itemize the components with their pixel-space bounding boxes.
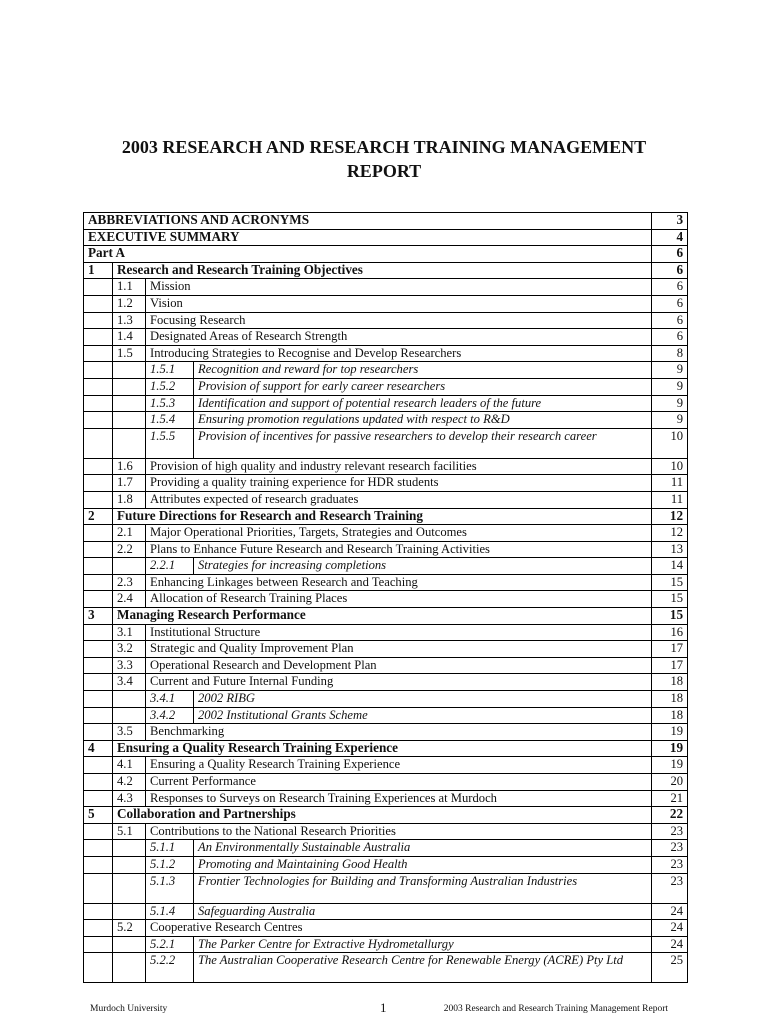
toc-page-number: 15 [652, 608, 688, 625]
toc-row [84, 757, 688, 774]
toc-chapter-number: 2 [84, 508, 113, 525]
toc-row [84, 774, 688, 791]
toc-row [84, 475, 688, 492]
toc-indent-cell [84, 657, 113, 674]
toc-row [84, 691, 688, 708]
toc-chapter-number: 1 [84, 262, 113, 279]
toc-subsection-title: 2002 RIBG [194, 691, 652, 708]
toc-row [84, 229, 688, 246]
toc-chapter-title: Future Directions for Research and Research Training [113, 508, 652, 525]
toc-section-number: 1.3 [113, 312, 146, 329]
toc-row [84, 856, 688, 873]
toc-indent-cell [113, 412, 146, 429]
toc-page-number: 17 [652, 657, 688, 674]
toc-page-number: 15 [652, 574, 688, 591]
toc-section-title: Provision of high quality and industry relevant research facilities [146, 458, 652, 475]
toc-page-number: 9 [652, 412, 688, 429]
toc-indent-cell [84, 312, 113, 329]
toc-row [84, 279, 688, 296]
toc-chapter-title: Ensuring a Quality Research Training Experience [113, 740, 652, 757]
toc-section-title: Major Operational Priorities, Targets, Strategies and Outcomes [146, 525, 652, 542]
toc-row [84, 525, 688, 542]
toc-section-number: 3.5 [113, 724, 146, 741]
toc-indent-cell [113, 428, 146, 458]
toc-indent-cell [84, 295, 113, 312]
toc-section-title: Responses to Surveys on Research Training Experiences at Murdoch [146, 790, 652, 807]
toc-section-number: 3.1 [113, 624, 146, 641]
toc-page-number: 6 [652, 295, 688, 312]
footer-report-title: 2003 Research and Research Training Management Report [443, 1004, 668, 1014]
toc-row [84, 345, 688, 362]
toc-indent-cell [84, 724, 113, 741]
toc-indent-cell [84, 707, 113, 724]
toc-subsection-number: 5.1.1 [146, 840, 194, 857]
toc-indent-cell [84, 920, 113, 937]
toc-page-number: 24 [652, 936, 688, 953]
table-of-contents [83, 212, 688, 983]
toc-indent-cell [84, 574, 113, 591]
toc-section-number: 1.6 [113, 458, 146, 475]
toc-indent-cell [84, 641, 113, 658]
toc-subsection-title: Ensuring promotion regulations updated with respect to R&D [194, 412, 652, 429]
toc-section-title: Operational Research and Development Plan [146, 657, 652, 674]
toc-indent-cell [84, 591, 113, 608]
toc-section-title: Vision [146, 295, 652, 312]
toc-subsection-number: 3.4.1 [146, 691, 194, 708]
toc-indent-cell [113, 707, 146, 724]
toc-section-title: EXECUTIVE SUMMARY [84, 229, 652, 246]
toc-page-number: 22 [652, 807, 688, 824]
toc-chapter-title: Collaboration and Partnerships [113, 807, 652, 824]
toc-page-number: 24 [652, 903, 688, 920]
toc-page-number: 6 [652, 329, 688, 346]
toc-indent-cell [113, 378, 146, 395]
toc-subsection-number: 5.2.1 [146, 936, 194, 953]
toc-indent-cell [84, 428, 113, 458]
toc-row [84, 840, 688, 857]
toc-section-title: Strategic and Quality Improvement Plan [146, 641, 652, 658]
toc-section-title: Current Performance [146, 774, 652, 791]
toc-row [84, 724, 688, 741]
toc-section-number: 2.3 [113, 574, 146, 591]
toc-row [84, 608, 688, 625]
toc-indent-cell [84, 475, 113, 492]
toc-subsection-title: The Parker Centre for Extractive Hydrometallurgy [194, 936, 652, 953]
toc-indent-cell [84, 279, 113, 296]
toc-section-number: 2.2 [113, 541, 146, 558]
toc-section-title: Attributes expected of research graduates [146, 491, 652, 508]
toc-indent-cell [113, 953, 146, 983]
toc-section-number: 4.3 [113, 790, 146, 807]
toc-subsection-title: Strategies for increasing completions [194, 558, 652, 575]
toc-section-number: 1.5 [113, 345, 146, 362]
toc-subsection-number: 5.1.3 [146, 873, 194, 903]
toc-indent-cell [113, 558, 146, 575]
toc-page-number: 25 [652, 953, 688, 983]
toc-indent-cell [84, 329, 113, 346]
toc-chapter-title: Research and Research Training Objectives [113, 262, 652, 279]
toc-page-number: 9 [652, 378, 688, 395]
toc-row [84, 428, 688, 458]
toc-subsection-title: The Australian Cooperative Research Centre for Renewable Energy (ACRE) Pty Ltd [194, 953, 652, 983]
toc-indent-cell [84, 840, 113, 857]
toc-page-number: 18 [652, 691, 688, 708]
toc-section-number: 1.4 [113, 329, 146, 346]
toc-row [84, 362, 688, 379]
toc-section-number: 5.1 [113, 823, 146, 840]
toc-chapter-number: 5 [84, 807, 113, 824]
toc-section-title: Current and Future Internal Funding [146, 674, 652, 691]
toc-page-number: 16 [652, 624, 688, 641]
toc-page-number: 9 [652, 395, 688, 412]
toc-subsection-title: Recognition and reward for top researchers [194, 362, 652, 379]
toc-indent-cell [113, 856, 146, 873]
toc-section-title: Focusing Research [146, 312, 652, 329]
toc-page-number: 6 [652, 312, 688, 329]
toc-row [84, 674, 688, 691]
toc-row [84, 491, 688, 508]
toc-subsection-title: Safeguarding Australia [194, 903, 652, 920]
toc-page-number: 14 [652, 558, 688, 575]
toc-page-number: 11 [652, 491, 688, 508]
toc-row [84, 641, 688, 658]
toc-section-title: Allocation of Research Training Places [146, 591, 652, 608]
toc-indent-cell [84, 790, 113, 807]
toc-section-number: 4.1 [113, 757, 146, 774]
toc-section-title: Benchmarking [146, 724, 652, 741]
toc-section-number: 5.2 [113, 920, 146, 937]
toc-indent-cell [84, 691, 113, 708]
toc-section-title: Enhancing Linkages between Research and Teaching [146, 574, 652, 591]
toc-section-title: Designated Areas of Research Strength [146, 329, 652, 346]
toc-section-title: Part A [84, 246, 652, 263]
toc-section-title: Institutional Structure [146, 624, 652, 641]
toc-indent-cell [84, 378, 113, 395]
toc-section-number: 3.4 [113, 674, 146, 691]
toc-section-number: 1.8 [113, 491, 146, 508]
toc-page-number: 23 [652, 856, 688, 873]
toc-row [84, 823, 688, 840]
toc-section-number: 3.2 [113, 641, 146, 658]
toc-indent-cell [84, 873, 113, 903]
toc-page-number: 3 [652, 213, 688, 230]
toc-row [84, 953, 688, 983]
toc-indent-cell [84, 345, 113, 362]
toc-page-number: 12 [652, 508, 688, 525]
toc-indent-cell [84, 823, 113, 840]
toc-page-number: 20 [652, 774, 688, 791]
toc-section-title: Cooperative Research Centres [146, 920, 652, 937]
toc-subsection-title: 2002 Institutional Grants Scheme [194, 707, 652, 724]
toc-subsection-title: Promoting and Maintaining Good Health [194, 856, 652, 873]
toc-indent-cell [84, 412, 113, 429]
toc-page-number: 24 [652, 920, 688, 937]
toc-indent-cell [113, 840, 146, 857]
toc-page-number: 15 [652, 591, 688, 608]
toc-row [84, 541, 688, 558]
toc-indent-cell [84, 856, 113, 873]
toc-row [84, 574, 688, 591]
toc-section-title: Ensuring a Quality Research Training Experience [146, 757, 652, 774]
toc-chapter-number: 4 [84, 740, 113, 757]
toc-row [84, 312, 688, 329]
toc-indent-cell [84, 757, 113, 774]
toc-indent-cell [84, 525, 113, 542]
footer-page-number: 1 [380, 1000, 387, 1015]
toc-indent-cell [84, 953, 113, 983]
toc-row [84, 740, 688, 757]
toc-page-number: 9 [652, 362, 688, 379]
toc-subsection-number: 5.1.4 [146, 903, 194, 920]
toc-subsection-number: 5.1.2 [146, 856, 194, 873]
toc-row [84, 807, 688, 824]
toc-indent-cell [113, 691, 146, 708]
toc-page-number: 4 [652, 229, 688, 246]
toc-page-number: 10 [652, 428, 688, 458]
toc-row [84, 395, 688, 412]
toc-row [84, 558, 688, 575]
toc-indent-cell [113, 362, 146, 379]
toc-page-number: 17 [652, 641, 688, 658]
toc-row [84, 458, 688, 475]
toc-page-number: 6 [652, 279, 688, 296]
toc-section-number: 1.7 [113, 475, 146, 492]
toc-row [84, 873, 688, 903]
toc-indent-cell [84, 936, 113, 953]
toc-row [84, 262, 688, 279]
page-title [0, 135, 768, 183]
toc-page-number: 12 [652, 525, 688, 542]
toc-indent-cell [84, 395, 113, 412]
toc-indent-cell [84, 674, 113, 691]
toc-page-number: 23 [652, 823, 688, 840]
title-line-2: REPORT [346, 161, 422, 181]
toc-page-number: 8 [652, 345, 688, 362]
toc-indent-cell [84, 903, 113, 920]
toc-subsection-title: Frontier Technologies for Building and Transforming Australian Industries [194, 873, 652, 903]
toc-page-number: 23 [652, 873, 688, 903]
toc-subsection-number: 1.5.5 [146, 428, 194, 458]
toc-section-title: Providing a quality training experience for HDR students [146, 475, 652, 492]
toc-indent-cell [84, 458, 113, 475]
toc-page-number: 18 [652, 674, 688, 691]
toc-section-number: 1.1 [113, 279, 146, 296]
footer-institution: Murdoch University [90, 1004, 168, 1014]
toc-subsection-title: Identification and support of potential research leaders of the future [194, 395, 652, 412]
toc-row [84, 508, 688, 525]
toc-row [84, 378, 688, 395]
toc-row [84, 920, 688, 937]
toc-page-number: 10 [652, 458, 688, 475]
toc-indent-cell [113, 903, 146, 920]
toc-subsection-number: 1.5.2 [146, 378, 194, 395]
toc-chapter-number: 3 [84, 608, 113, 625]
toc-indent-cell [84, 774, 113, 791]
toc-row [84, 591, 688, 608]
toc-subsection-number: 1.5.1 [146, 362, 194, 379]
toc-row [84, 707, 688, 724]
toc-subsection-number: 5.2.2 [146, 953, 194, 983]
toc-subsection-title: An Environmentally Sustainable Australia [194, 840, 652, 857]
toc-page-number: 18 [652, 707, 688, 724]
toc-row [84, 903, 688, 920]
toc-indent-cell [84, 541, 113, 558]
toc-section-title: Mission [146, 279, 652, 296]
toc-row [84, 936, 688, 953]
toc-section-title: ABBREVIATIONS AND ACRONYMS [84, 213, 652, 230]
toc-chapter-title: Managing Research Performance [113, 608, 652, 625]
toc-indent-cell [84, 491, 113, 508]
toc-page-number: 21 [652, 790, 688, 807]
toc-row [84, 624, 688, 641]
toc-row [84, 295, 688, 312]
toc-page-number: 23 [652, 840, 688, 857]
toc-row [84, 246, 688, 263]
toc-page-number: 19 [652, 740, 688, 757]
toc-section-number: 2.4 [113, 591, 146, 608]
toc-row [84, 790, 688, 807]
toc-subsection-number: 2.2.1 [146, 558, 194, 575]
toc-indent-cell [113, 873, 146, 903]
toc-indent-cell [113, 936, 146, 953]
toc-indent-cell [113, 395, 146, 412]
toc-page-number: 19 [652, 724, 688, 741]
toc-section-number: 4.2 [113, 774, 146, 791]
toc-subsection-title: Provision of incentives for passive researchers to develop their research career [194, 428, 652, 458]
toc-section-number: 1.2 [113, 295, 146, 312]
toc-page-number: 6 [652, 262, 688, 279]
toc-section-title: Plans to Enhance Future Research and Research Training Activities [146, 541, 652, 558]
toc-row [84, 329, 688, 346]
toc-subsection-number: 1.5.3 [146, 395, 194, 412]
toc-page-number: 11 [652, 475, 688, 492]
toc-indent-cell [84, 624, 113, 641]
toc-page-number: 13 [652, 541, 688, 558]
toc-page-number: 19 [652, 757, 688, 774]
toc-subsection-number: 3.4.2 [146, 707, 194, 724]
toc-indent-cell [84, 362, 113, 379]
toc-indent-cell [84, 558, 113, 575]
title-line-1: 2003 RESEARCH AND RESEARCH TRAINING MANAGEMENT [121, 137, 647, 157]
page-footer [0, 1002, 768, 1018]
toc-row [84, 213, 688, 230]
toc-section-number: 3.3 [113, 657, 146, 674]
toc-section-number: 2.1 [113, 525, 146, 542]
toc-row [84, 657, 688, 674]
toc-row [84, 412, 688, 429]
toc-section-title: Contributions to the National Research Priorities [146, 823, 652, 840]
toc-page-number: 6 [652, 246, 688, 263]
toc-section-title: Introducing Strategies to Recognise and Develop Researchers [146, 345, 652, 362]
toc-subsection-number: 1.5.4 [146, 412, 194, 429]
toc-subsection-title: Provision of support for early career researchers [194, 378, 652, 395]
